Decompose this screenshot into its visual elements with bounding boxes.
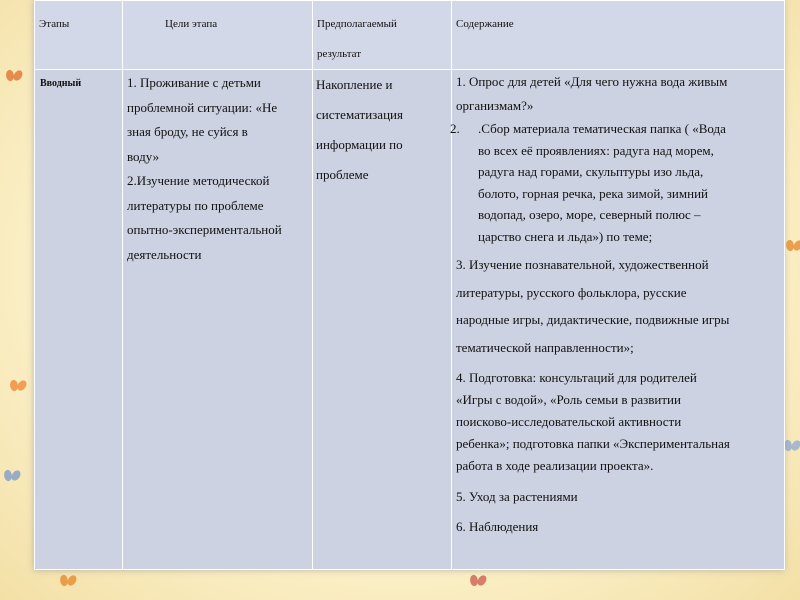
content-line: 5. Уход за растениями — [456, 489, 578, 504]
table-header-row — [35, 1, 785, 70]
content-line: 4. Подготовка: консультаций для родителей — [456, 370, 697, 385]
content-line: тематической направленности»; — [456, 339, 634, 355]
header-result-line1: Предполагаемый — [317, 18, 397, 30]
goals-line: 2.Изучение методической — [127, 173, 270, 188]
content-item-2-number: 2. — [450, 121, 460, 136]
header-goals — [123, 1, 313, 70]
content-line: работа в ходе реализации проекта». — [456, 458, 654, 473]
content-item-4 — [456, 367, 784, 477]
butterfly-icon — [470, 575, 486, 587]
content-item-2 — [450, 118, 784, 247]
content-line: болото, горная речка, река зимой, зимний — [478, 185, 708, 201]
content-item-5 — [456, 485, 784, 539]
content-line: организмам?» — [456, 98, 534, 113]
content-line: 3. Изучение познавательной, художественной — [456, 257, 709, 272]
content-item-6: 6. Наблюдения — [456, 519, 539, 534]
butterfly-icon — [4, 470, 20, 482]
content-line: .Сбор материала тематическая папка ( «Вода — [478, 121, 726, 136]
header-content — [452, 1, 785, 70]
header-result — [313, 1, 452, 70]
result-line: систематизация — [316, 107, 403, 122]
header-goals-label: Цели этапа — [165, 18, 218, 30]
result-line: информации по — [316, 137, 403, 152]
content-line: во всех её проявлениях: радуга над морем, — [478, 142, 714, 158]
content-line: 1. Опрос для детей «Для чего нужна вода живым — [456, 74, 728, 89]
goals-line: 1. Проживание с детьми — [127, 75, 261, 90]
content-line: «Игры с водой», «Роль семьи в развитии — [456, 392, 681, 407]
result-line: проблеме — [316, 167, 369, 182]
goals-line: воду» — [127, 148, 160, 164]
goals-line: опытно-экспериментальной — [127, 222, 282, 237]
content-line: водопад, озеро, море, северный полюс – — [478, 207, 701, 222]
stage-label: Вводный — [40, 78, 82, 89]
result-line: Накопление и — [316, 77, 393, 92]
content-item-1 — [456, 70, 784, 118]
header-stages-label: Этапы — [39, 18, 70, 30]
content-line: царство снега и льда») по теме; — [478, 228, 653, 244]
header-stages — [35, 1, 123, 70]
content-line: народные игры, дидактические, подвижные игры — [456, 312, 730, 327]
content-line: поисково-исследовательской активности — [456, 414, 682, 429]
content-line: ребенка»; подготовка папки «Экспериментальная — [456, 436, 730, 451]
plan-table — [34, 0, 784, 570]
header-content-label: Содержание — [456, 18, 514, 30]
butterfly-icon — [6, 70, 22, 82]
table-row — [35, 70, 785, 570]
goals-line: деятельности — [127, 246, 202, 262]
butterfly-icon — [786, 240, 800, 252]
goals-line: проблемной ситуации: «Не — [127, 99, 278, 115]
goals-line: зная броду, не суйся в — [127, 124, 248, 139]
content-item-3 — [456, 251, 784, 361]
butterfly-icon — [10, 380, 26, 392]
header-result-line2: результат — [317, 48, 362, 60]
stage-cell — [35, 70, 123, 570]
butterfly-icon — [784, 440, 800, 452]
result-cell — [313, 70, 452, 570]
content-line: радуга над горами, скульптуры изо льда, — [478, 164, 704, 179]
content-cell — [452, 70, 785, 570]
goals-cell — [123, 70, 313, 570]
content-line: литературы, русского фольклора, русские — [456, 284, 687, 300]
butterfly-icon — [60, 575, 76, 587]
goals-line: литературы по проблеме — [127, 197, 264, 213]
